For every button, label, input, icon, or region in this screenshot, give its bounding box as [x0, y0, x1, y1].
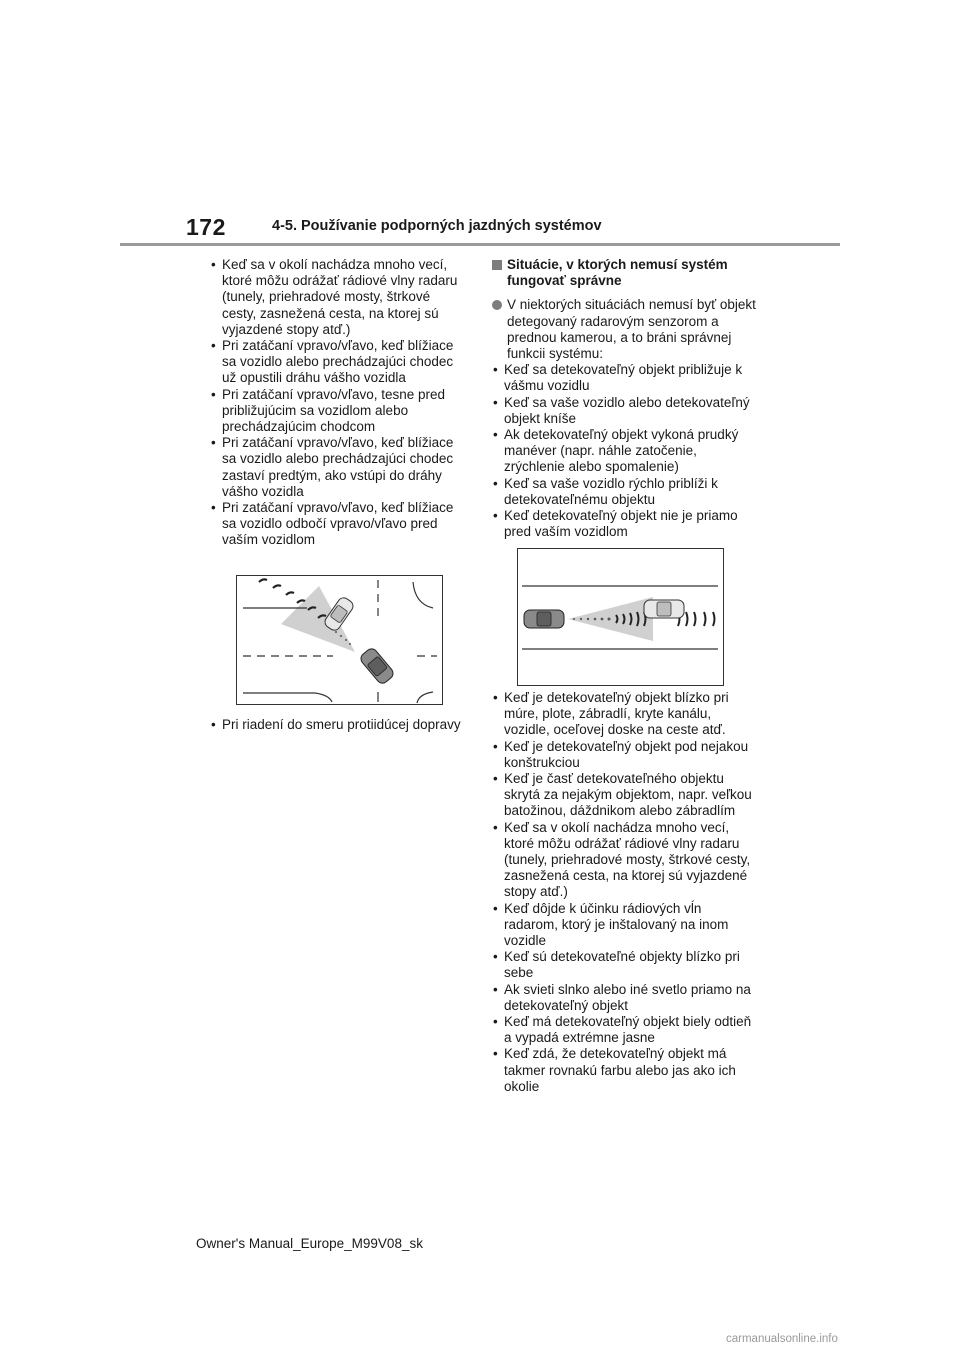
list-item: • Ak svieti slnko alebo iné svetlo priamo na detekovateľný objekt	[492, 982, 758, 1014]
subsection-heading-text: Situácie, v ktorých nemusí systém fungovať správne	[507, 257, 728, 289]
left-bullet-list	[210, 257, 468, 549]
section-title: 4-5. Používanie podporných jazdných systémov	[272, 218, 602, 234]
straight-road-figure	[517, 548, 724, 686]
own-car	[524, 610, 564, 628]
intro-note	[492, 297, 758, 362]
right-column	[492, 257, 758, 540]
right-bullet-list-2	[492, 690, 758, 1095]
target-car	[644, 600, 684, 618]
square-bullet-icon	[492, 260, 502, 270]
list-item: • Keď sa detekovateľný objekt približuje k vášmu vozidlu	[492, 362, 758, 394]
intro-note-text: V niektorých situáciách nemusí byť objekt detegovaný radarovým senzorom a prednou kamerou, a to bráni správnej funkcii systému:	[507, 297, 756, 362]
list-item: • Keď je časť detekovateľného objektu skrytá za nejakým objektom, napr. veľkou batožinou, dáždnikom alebo zábradlím	[492, 771, 758, 820]
right-column-after-figure	[492, 690, 758, 1095]
list-item: • Keď je detekovateľný objekt blízko pri múre, plote, zábradlí, kryte kanálu, vozidle, oceľovej doske na ceste atď.	[492, 690, 758, 739]
list-item: • Pri zatáčaní vpravo/vľavo, keď blížiace sa vozidlo odbočí vpravo/vľavo pred vaším vozidlom	[210, 500, 468, 549]
left-bullet-list-2	[210, 717, 468, 733]
page-number: 172	[186, 214, 226, 240]
list-item: • Keď má detekovateľný objekt biely odtieň a vypadá extrémne jasne	[492, 1014, 758, 1046]
list-item: • Keď sa vaše vozidlo alebo detekovateľný objekt kníše	[492, 395, 758, 427]
intersection-turn-figure	[236, 575, 443, 705]
list-item: • Keď dôjde k účinku rádiových vĺn radarom, ktorý je inštalovaný na inom vozidle	[492, 901, 758, 950]
own-car	[359, 646, 396, 685]
list-item: • Keď sa v okolí nachádza mnoho vecí, ktoré môžu odrážať rádiové vlny radaru (tunely, priehradové mosty, štrkové cesty, zasnežená cesta, na ktorej sú vyjazdené stopy atď.)	[492, 820, 758, 901]
header-rule	[120, 243, 840, 246]
right-bullet-list	[492, 362, 758, 540]
intersection-diagram	[237, 576, 442, 704]
list-item: • Pri zatáčaní vpravo/vľavo, keď blížiace sa vozidlo alebo prechádzajúci chodec už opustili dráhu vášho vozidla	[210, 338, 468, 387]
round-bullet-icon	[492, 300, 502, 310]
list-item: • Pri riadení do smeru protiidúcej dopravy	[210, 717, 468, 733]
list-item: • Keď je detekovateľný objekt pod nejakou konštrukciou	[492, 739, 758, 771]
watermark: carmanualsonline.info	[726, 1333, 838, 1345]
left-column-after-figure	[210, 717, 468, 733]
footer-manual-id: Owner's Manual_Europe_M99V08_sk	[196, 1236, 423, 1251]
list-item: • Keď zdá, že detekovateľný objekt má takmer rovnakú farbu alebo jas ako ich okolie	[492, 1046, 758, 1095]
list-item: • Ak detekovateľný objekt vykoná prudký manéver (napr. náhle zatočenie, zrýchlenie alebo spomalenie)	[492, 427, 758, 476]
list-item: • Keď sú detekovateľné objekty blízko pri sebe	[492, 949, 758, 981]
road-diagram	[518, 549, 723, 685]
list-item: • Keď sa vaše vozidlo rýchlo priblíži k detekovateľnému objektu	[492, 476, 758, 508]
left-column	[210, 257, 468, 549]
list-item: • Pri zatáčaní vpravo/vľavo, tesne pred približujúcim sa vozidlom alebo prechádzajúcim chodcom	[210, 387, 468, 436]
subsection-heading	[492, 257, 758, 289]
list-item: • Keď detekovateľný objekt nie je priamo pred vaším vozidlom	[492, 508, 758, 540]
list-item: • Keď sa v okolí nachádza mnoho vecí, ktoré môžu odrážať rádiové vlny radaru (tunely, priehradové mosty, štrkové cesty, zasnežená cesta, na ktorej sú vyjazdené stopy atď.)	[210, 257, 468, 338]
list-item: • Pri zatáčaní vpravo/vľavo, keď blížiace sa vozidlo alebo prechádzajúci chodec zastaví predtým, ako vstúpi do dráhy vášho vozidla	[210, 435, 468, 500]
